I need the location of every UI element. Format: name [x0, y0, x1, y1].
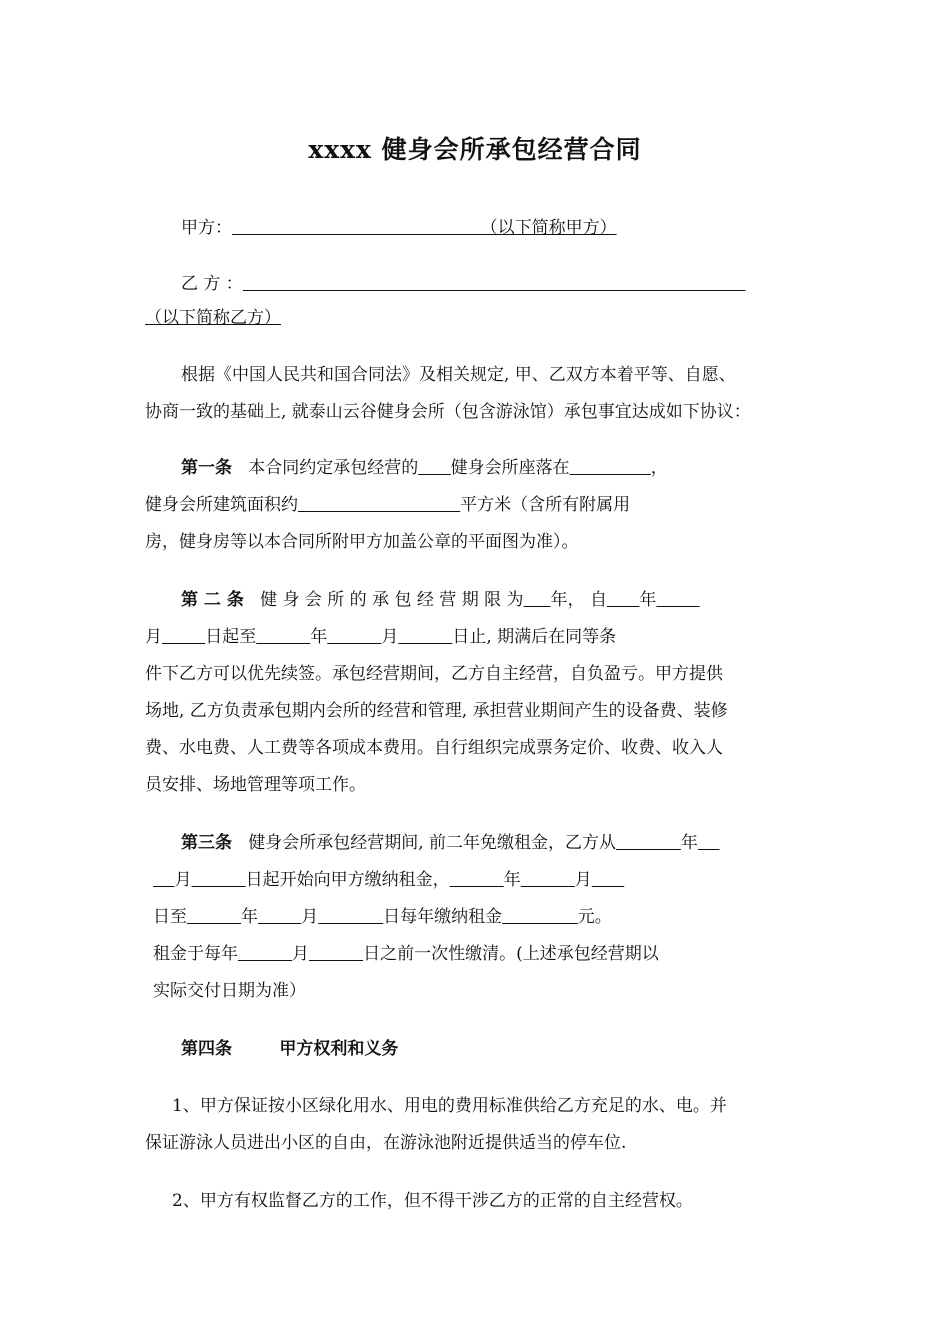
party-b-label: 乙 方 ： — [181, 274, 243, 294]
article3-text: 年 — [241, 907, 259, 927]
blank — [521, 870, 575, 890]
article2-text: 月 — [145, 627, 162, 647]
article1-text: 平方米（含所有附属用 — [460, 495, 631, 515]
article3-text: 元。 — [577, 907, 612, 927]
article3-line-2 — [153, 862, 818, 899]
party-b-line — [145, 266, 810, 303]
blank — [187, 907, 241, 927]
article2-text: 日起至 — [205, 627, 257, 647]
party-b-blank — [243, 274, 746, 294]
article3-text: 月 — [301, 907, 319, 927]
article2-line-4: 场地, 乙方负责承包期内会所的经营和管理, 承担营业期间产生的设备费、装修 — [145, 701, 728, 721]
document-title: xxxx 健身会所承包经营合同 — [308, 135, 642, 164]
article3-text: 日每年缴纳租金 — [383, 907, 503, 927]
article2-line-1 — [181, 582, 846, 619]
preamble-line-1: 根据《中国人民共和国合同法》及相关规定, 甲、乙双方本着平等、自愿、 — [181, 365, 736, 385]
article2-text: 月 — [381, 627, 399, 647]
article1-line-3: 房，健身房等以本合同所附甲方加盖公章的平面图为准）。 — [145, 532, 579, 552]
article2-text: 健 身 会 所 的 承 包 经 营 期 限 为 — [260, 590, 524, 610]
blank — [570, 458, 651, 478]
blank — [258, 907, 301, 927]
article3-text: 日之前一次性缴清。(上述承包经营期以 — [363, 944, 659, 964]
blank — [318, 907, 383, 927]
blank — [298, 495, 460, 515]
article2-text: 年 — [639, 590, 657, 610]
article3-line-3 — [153, 899, 818, 936]
blank — [238, 944, 292, 964]
article3-text: 月 — [574, 870, 592, 890]
article3-text: 年 — [503, 870, 521, 890]
article3-text: 日起开始向甲方缴纳租金， — [245, 870, 450, 890]
blank — [450, 870, 504, 890]
article2-heading: 第 二 条 — [181, 590, 244, 610]
article2-line-3: 件下乙方可以优先续签。承包经营期间，乙方自主经营，自负盈亏。甲方提供 — [145, 664, 723, 684]
article2-text: 年 — [310, 627, 328, 647]
party-a-label: 甲方： — [181, 218, 232, 238]
blank — [607, 590, 639, 610]
blank — [698, 833, 720, 853]
article3-text: 月 — [292, 944, 310, 964]
blank — [418, 458, 450, 478]
article1-text: 健身会所座落在 — [450, 458, 570, 478]
preamble-line-2: 协商一致的基础上, 就泰山云谷健身会所（包含游泳馆）承包事宜达成如下协议： — [145, 402, 751, 422]
blank — [192, 870, 246, 890]
party-a-note: （以下简称甲方） — [480, 218, 617, 238]
article3-text: 日至 — [153, 907, 187, 927]
article2-text: 日止, 期满后在同等条 — [452, 627, 617, 647]
article3-text: 租金于每年 — [153, 944, 238, 964]
article3-line-4 — [153, 936, 818, 973]
blank — [256, 627, 310, 647]
article2-text: 年， 自 — [550, 590, 607, 610]
party-b-note-line — [145, 300, 810, 337]
article4-item2: 2、甲方有权监督乙方的工作，但不得干涉乙方的正常的自主经营权。 — [172, 1191, 693, 1211]
article3-text: 健身会所承包经营期间, 前二年免缴租金，乙方从 — [248, 833, 617, 853]
blank — [502, 907, 578, 927]
article3-line-1 — [181, 825, 846, 862]
article1-text: 健身会所建筑面积约 — [145, 495, 298, 515]
article1-line-1 — [181, 450, 846, 487]
blank — [656, 590, 699, 610]
article2-line-6: 员安排、场地管理等项工作。 — [145, 775, 366, 795]
blank — [616, 833, 681, 853]
blank — [524, 590, 551, 610]
blank — [153, 870, 175, 890]
article2-line-2 — [145, 619, 810, 656]
article1-heading: 第一条 — [181, 458, 232, 478]
article3-heading: 第三条 — [181, 833, 232, 853]
article3-text: 年 — [680, 833, 698, 853]
article4-item1-line-1: 1、甲方保证按小区绿化用水、用电的费用标准供给乙方充足的水、电。并 — [172, 1096, 727, 1116]
article1-text: ， — [650, 458, 668, 478]
article3-text: 月 — [174, 870, 192, 890]
article2-line-5: 费、水电费、人工费等各项成本费用。自行组织完成票务定价、收费、收入人 — [145, 738, 723, 758]
article4-heading: 第四条 甲方权利和义务 — [181, 1039, 399, 1059]
blank — [327, 627, 381, 647]
party-a-blank — [232, 218, 481, 238]
party-a-line — [145, 210, 810, 247]
article1-text: 本合同约定承包经营的 — [248, 458, 419, 478]
article4-item1-line-2: 保证游泳人员进出小区的自由，在游泳池附近提供适当的停车位. — [145, 1133, 627, 1153]
blank — [398, 627, 452, 647]
blank — [309, 944, 363, 964]
blank — [592, 870, 624, 890]
party-b-note: （以下简称乙方） — [145, 308, 281, 328]
blank — [162, 627, 205, 647]
article3-line-5: 实际交付日期为准） — [153, 981, 306, 1001]
article1-line-2 — [145, 487, 810, 524]
